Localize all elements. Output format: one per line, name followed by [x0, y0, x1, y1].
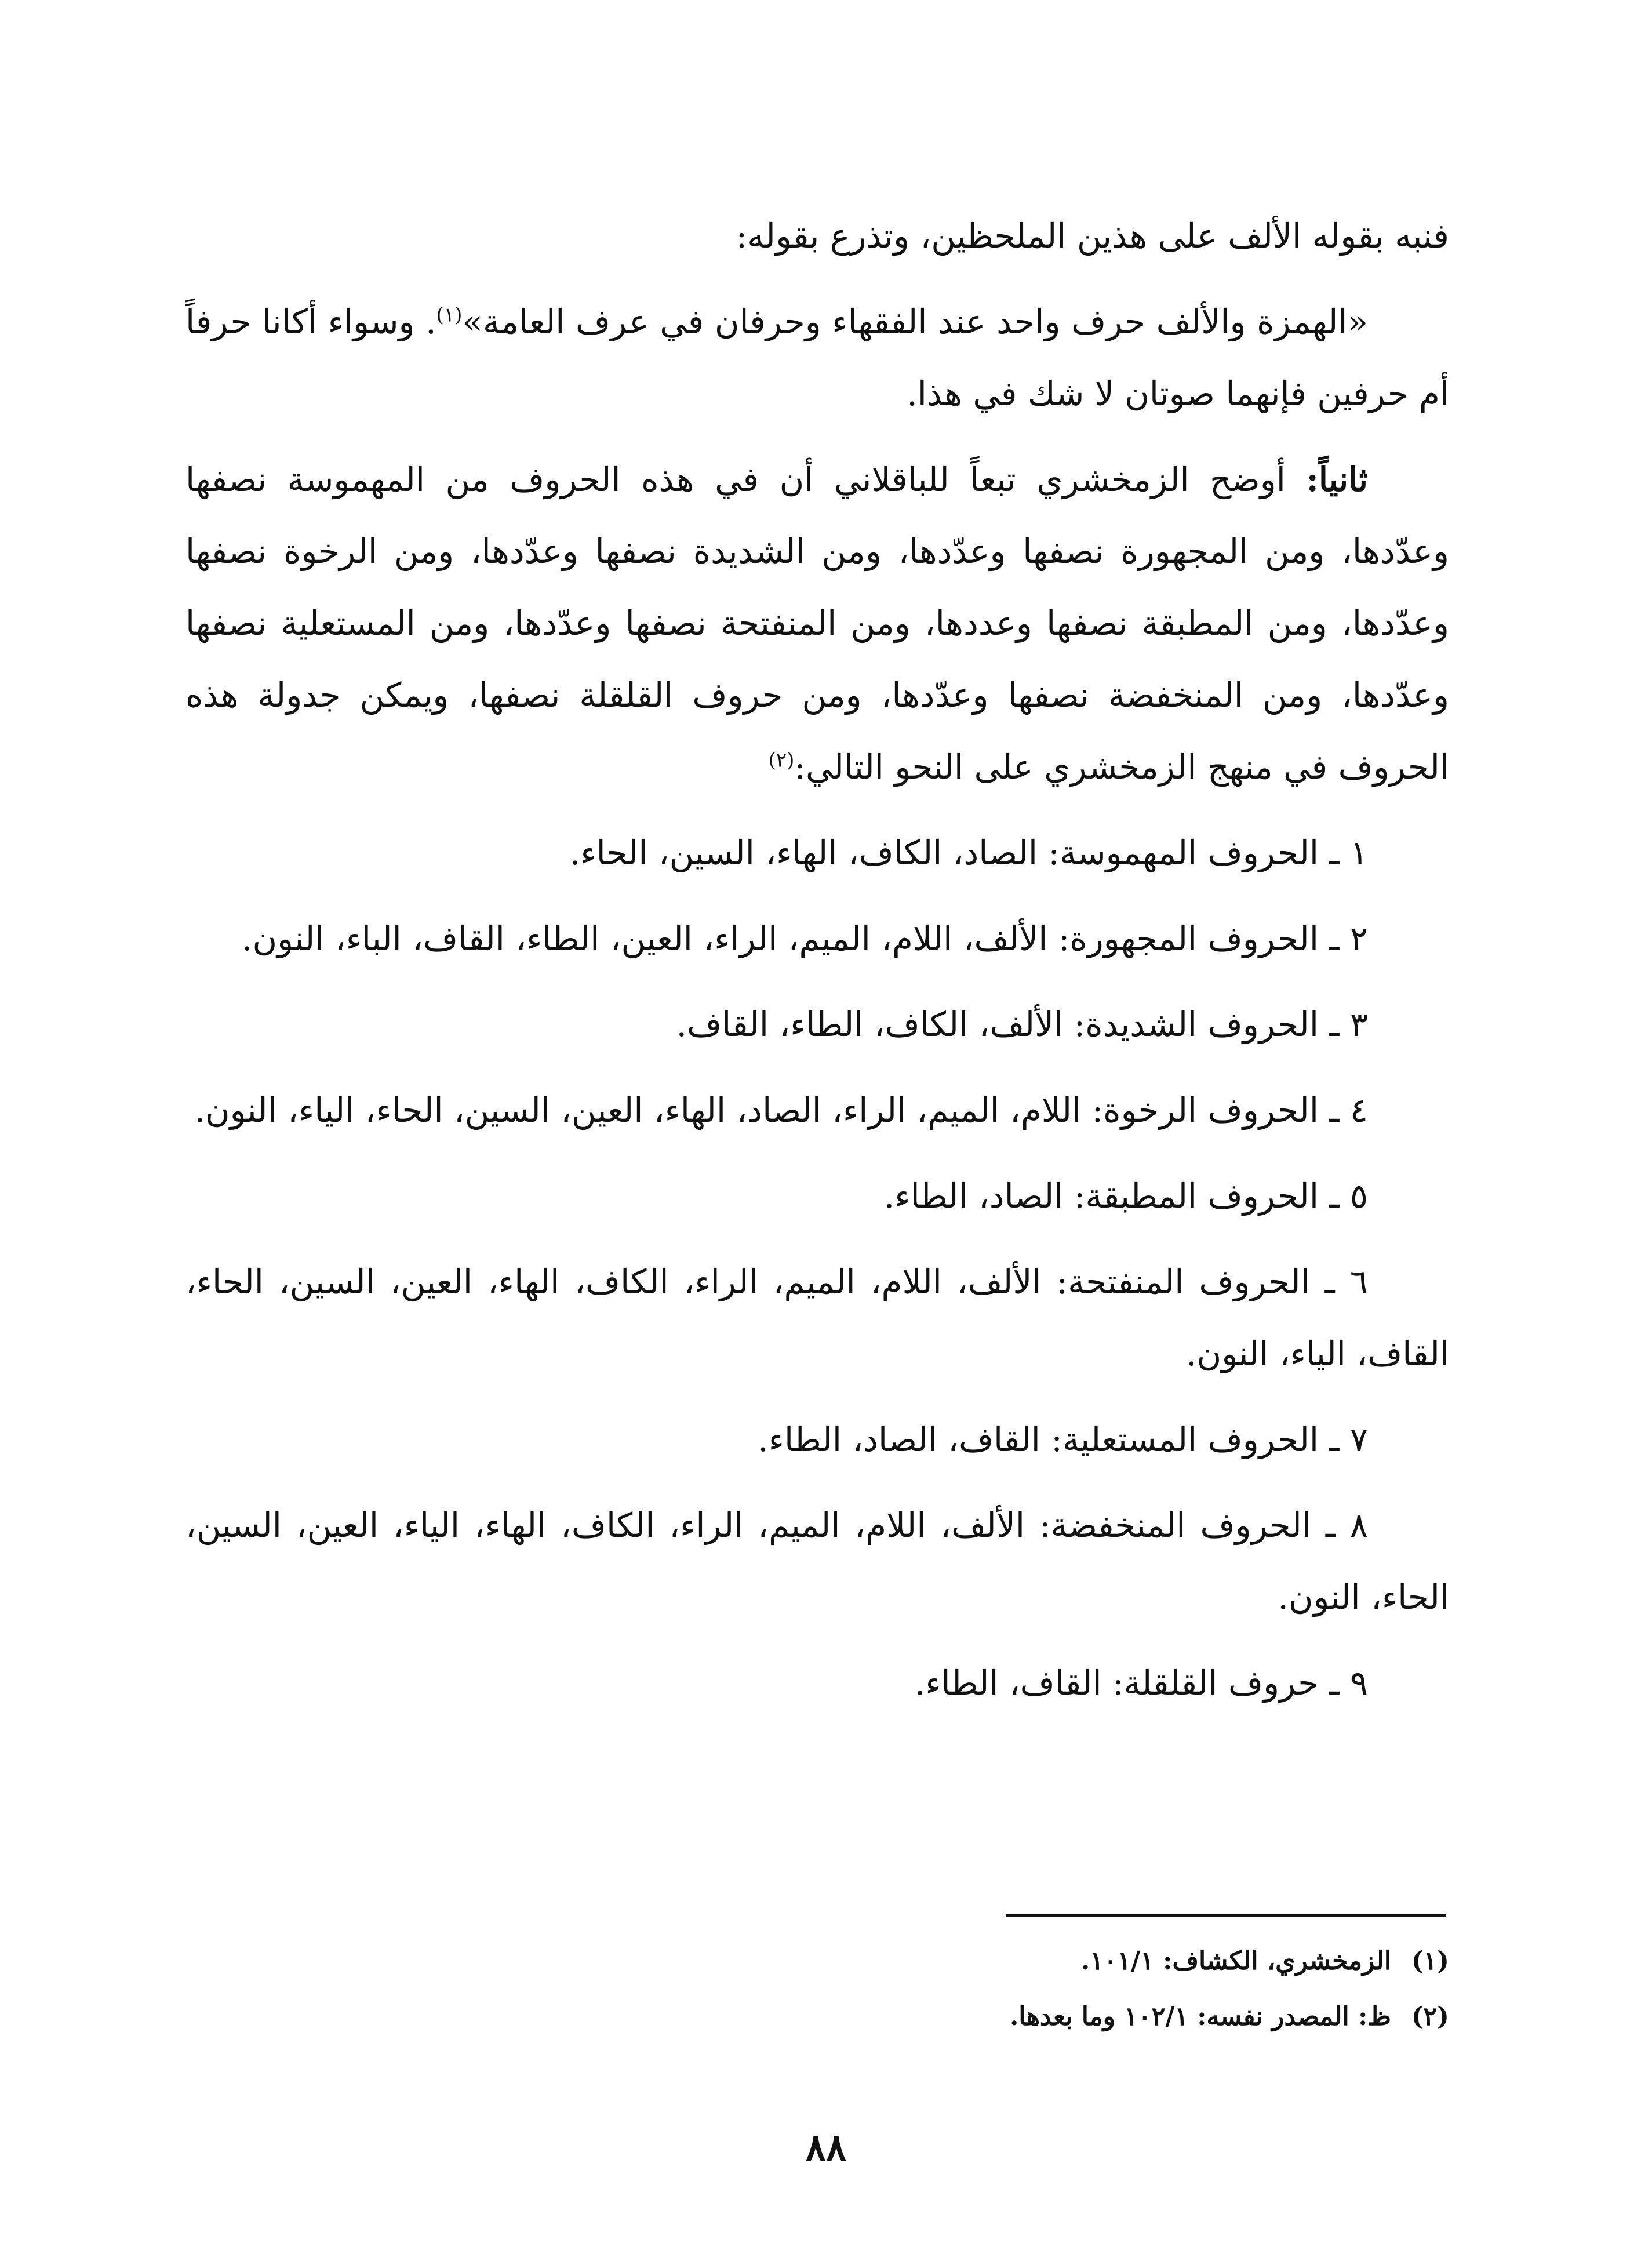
list-item-6: ٦ ـ الحروف المنفتحة: الألف، اللام، الميم، الراء، الكاف، الهاء، العين، السين، الحاء، القاف، الياء، النون.: [185, 1262, 1449, 1373]
footnote-ref-2: (٢): [768, 748, 795, 772]
second-point-body: أوضح الزمخشري تبعاً للباقلاني أن في هذه الحروف من المهموسة نصفها وعدّدها، ومن المجهورة نصفها وعدّدها، ومن الشديدة نصفها وعدّدها، ومن الرخوة نصفها وعدّدها، ومن المطبقة نصفها وعددها، ومن المنفتحة نصفها وعدّدها، ومن المستعلية نصفها وعدّدها، ومن المنخفضة نصفها وعدّدها، ومن حروف القلقلة نصفها، ويمكن جدولة هذه الحروف في منهج الزمخشري على النحو التالي:: [185, 460, 1449, 787]
quote-continuation: . وسواء أكانا حرفاً أم حرفين فإنهما صوتان لا شك في هذا.: [185, 302, 1449, 413]
list-item-9: ٩ ـ حروف القلقلة: القاف، الطاء.: [914, 1663, 1368, 1703]
footnote-2-number: (٢): [1411, 2002, 1449, 2031]
footnote-2-text: ظ: المصدر نفسه: ١٠٢/١ وما بعدها.: [1009, 2002, 1391, 2031]
quote-text: «الهمزة والألف حرف واحد عند الفقهاء وحرفان في عرف العامة»: [462, 302, 1368, 341]
footnote-ref-1: (١): [436, 303, 463, 327]
footnote-1-number: (١): [1411, 1946, 1449, 1976]
list-item-1: ١ ـ الحروف المهموسة: الصاد، الكاف، الهاء، السين، الحاء.: [569, 833, 1368, 872]
quote-paragraph: [185, 286, 1449, 430]
list-item-2: ٢ ـ الحروف المجهورة: الألف، اللام، الميم، الراء، العين، الطاء، القاف، الباء، النون.: [242, 919, 1368, 958]
list-item-7: ٧ ـ الحروف المستعلية: القاف، الصاد، الطاء.: [758, 1420, 1368, 1459]
page-number: ٨٨: [805, 2125, 847, 2170]
footnote-2: [185, 1989, 1449, 2045]
intro-paragraph: فنبه بقوله الألف على هذين الملحظين، وتذرع بقوله:: [736, 216, 1449, 256]
list-item-8: ٨ ـ الحروف المنخفضة: الألف، اللام، الميم، الراء، الكاف، الهاء، الياء، العين، السين، الحاء، النون.: [185, 1506, 1449, 1617]
footnote-1-text: الزمخشري، الكشاف: ١٠١/١.: [1080, 1946, 1391, 1976]
second-point-lead: ثانياً:: [1306, 460, 1368, 499]
second-point-paragraph: [185, 443, 1449, 803]
list-item-5: ٥ ـ الحروف المطبقة: الصاد، الطاء.: [883, 1176, 1368, 1216]
list-item-4: ٤ ـ الحروف الرخوة: اللام، الميم، الراء، الصاد، الهاء، العين، السين، الحاء، الياء، النون.: [194, 1090, 1368, 1130]
footnote-divider: [1006, 1914, 1446, 1917]
footnotes: [185, 1933, 1449, 2045]
main-text: [185, 200, 1449, 1733]
footnote-1: [185, 1933, 1449, 1989]
list-item-3: ٣ ـ الحروف الشديدة: الألف، الكاف، الطاء، القاف.: [676, 1005, 1368, 1044]
